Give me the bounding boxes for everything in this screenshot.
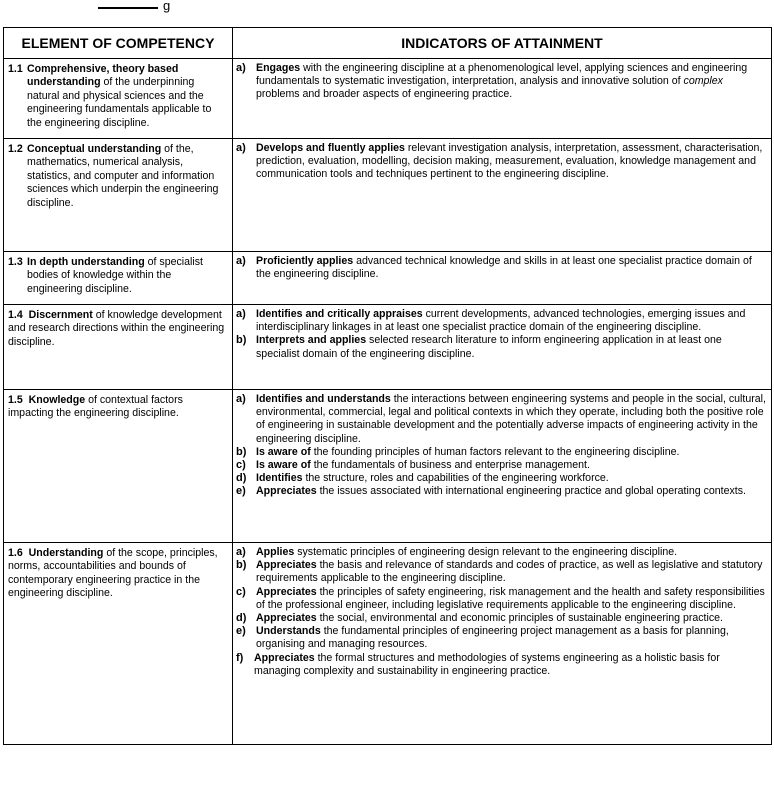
indicator-description: the formal structures and methodologies of systems engineering as a holistic basis for managing complexity and sustainability in engineering practice.: [254, 651, 720, 677]
indicator-item: [236, 559, 768, 585]
indicator-verb: Identifies and understands: [256, 393, 391, 405]
element-bold-term: Conceptual understanding: [27, 143, 162, 155]
indicator-description: the interactions between engineering systems and people in the social, cultural, environmental, commercial, legal and political contexts in which they operate, including both the positive role of engineering in sustainable development and the potentially adverse impacts of engineering activity in the engineering discipline.: [256, 393, 766, 445]
indicator-text: [254, 652, 768, 678]
indicator-description: the structure, roles and capabilities of the engineering workforce.: [302, 472, 609, 485]
element-description: of knowledge development and research directions within the engineering discipline.: [8, 309, 225, 348]
table-row: [4, 252, 772, 305]
indicator-verb: Identifies and critically appraises: [256, 308, 423, 320]
indicator-item: [236, 393, 768, 446]
indicator-verb: Appreciates: [256, 585, 317, 598]
indicator-verb: Identifies: [256, 472, 303, 485]
indicators-cell: [233, 59, 772, 139]
indicators-cell: [233, 139, 772, 252]
element-text: [8, 143, 228, 210]
element-description: of the, mathematics, numerical analysis, statistics, and computer and information sciences which underpin the engineering discipline.: [27, 143, 219, 209]
indicator-verb: Is aware of: [256, 445, 311, 458]
element-bold-term: Understanding: [28, 547, 104, 559]
indicators-cell: [233, 305, 772, 390]
indicator-text: [256, 625, 768, 651]
element-text: [8, 309, 228, 349]
indicator-verb: Appreciates: [256, 559, 317, 572]
element-text: [8, 547, 228, 601]
indicator-item: [236, 62, 768, 102]
element-bold-term: Knowledge: [28, 394, 86, 406]
element-number: 1.4: [8, 309, 23, 321]
indicator-letter: a): [236, 255, 246, 267]
indicator-item: [236, 446, 768, 459]
indicators-cell: [233, 252, 772, 305]
indicator-text: [256, 546, 768, 559]
indicator-text: [256, 485, 768, 498]
header-fragment-text: g: [163, 0, 171, 13]
indicator-letter: b): [236, 559, 247, 572]
indicator-description: the principles of safety engineering, risk management and the health and safety responsibilities of the professional engineer, including legislative requirements applicable to the engineering discipline.: [256, 585, 765, 611]
table-row: [4, 543, 772, 745]
indicator-item: [236, 625, 768, 651]
table-header-row: [4, 28, 772, 59]
page-top-fragment: [0, 0, 774, 20]
indicator-letter: a): [236, 62, 246, 74]
indicator-description: the issues associated with international engineering practice and global operating contexts.: [316, 485, 746, 498]
column-header-indicators: INDICATORS OF ATTAINMENT: [233, 28, 772, 59]
indicator-item: [236, 142, 768, 182]
indicator-item: [236, 255, 768, 281]
element-cell: [4, 139, 233, 252]
indicator-letter: a): [236, 308, 246, 320]
table-row: [4, 59, 772, 139]
indicators-cell: [233, 543, 772, 745]
indicator-text: [256, 62, 768, 102]
table-row: [4, 390, 772, 543]
indicator-letter: e): [236, 625, 246, 638]
indicator-verb: Appreciates: [256, 612, 317, 625]
indicator-description-end: problems and broader aspects of engineering practice.: [256, 88, 513, 101]
indicator-italic: complex: [683, 75, 723, 88]
indicator-verb: Understands: [256, 625, 321, 638]
table-row: [4, 139, 772, 252]
element-description: of contextual factors impacting the engineering discipline.: [8, 394, 183, 420]
indicator-description: relevant investigation analysis, interpretation, assessment, characterisation, prediction, evaluation, modelling, decision making, measurement, evaluation, knowledge management and communication tools and techniques pertinent to the engineering discipline.: [256, 142, 763, 181]
indicator-verb: Proficiently applies: [256, 255, 354, 267]
indicator-description: the social, environmental and economic principles of sustainable engineering practice.: [316, 612, 723, 625]
indicator-verb: Is aware of: [256, 459, 311, 472]
element-cell: [4, 390, 233, 543]
indicator-item: [236, 334, 768, 360]
indicator-letter: e): [236, 485, 246, 498]
element-cell: [4, 305, 233, 390]
indicator-item: [236, 485, 768, 498]
indicator-item: [236, 586, 768, 612]
underline-fragment: [98, 7, 158, 9]
element-text: [8, 63, 228, 130]
element-cell: [4, 252, 233, 305]
table-body: [4, 59, 772, 745]
table-row: [4, 305, 772, 390]
indicator-text: [256, 446, 768, 459]
indicator-description: with the engineering discipline at a phenomenological level, applying sciences and engineering fundamentals to systematic investigation, interpretation, analysis and innovative solution of: [256, 62, 748, 88]
indicator-letter: c): [236, 585, 246, 598]
competency-table: [3, 27, 772, 745]
indicator-verb: Engages: [256, 62, 301, 74]
element-bold-term: Comprehensive, theory based understanding: [27, 63, 179, 89]
indicator-letter: f): [236, 651, 244, 664]
indicator-text: [256, 308, 768, 334]
indicator-letter: a): [236, 142, 246, 154]
element-number: 1.3: [8, 256, 23, 268]
element-number: 1.1: [8, 63, 23, 75]
indicator-text: [256, 459, 768, 472]
indicator-text: [256, 586, 768, 612]
indicator-description: the fundamental principles of engineering project management as a basis for planning, organising and managing resources.: [256, 625, 729, 651]
indicator-text: [256, 142, 768, 182]
indicator-letter: b): [236, 334, 247, 347]
indicator-letter: d): [236, 472, 247, 485]
element-number: 1.5: [8, 394, 23, 406]
indicator-verb: Appreciates: [256, 485, 317, 498]
element-description: of the underpinning natural and physical sciences and the engineering fundamentals applicable to the engineering discipline.: [27, 76, 212, 129]
indicator-item: [236, 612, 768, 625]
element-bold-term: Discernment: [28, 309, 93, 321]
indicator-text: [256, 559, 768, 585]
element-cell: [4, 543, 233, 745]
element-description: of specialist bodies of knowledge within the engineering discipline.: [27, 256, 203, 295]
element-number: 1.6: [8, 547, 23, 559]
element-text: [8, 394, 228, 421]
indicator-description: the basis and relevance of standards and codes of practice, as well as legislative and statutory requirements applicable to the engineering discipline.: [256, 559, 763, 585]
indicator-letter: d): [236, 612, 247, 625]
indicator-text: [256, 334, 768, 360]
indicator-item: [236, 546, 768, 559]
indicators-cell: [233, 390, 772, 543]
indicator-verb: Develops and fluently applies: [256, 142, 405, 154]
element-number: 1.2: [8, 143, 23, 155]
indicator-item: [236, 459, 768, 472]
indicator-letter: c): [236, 459, 246, 472]
element-text: [8, 256, 228, 296]
indicator-verb: Appreciates: [254, 651, 315, 664]
indicator-description: selected research literature to inform engineering application in at least one specialist domain of the engineering discipline.: [256, 334, 722, 360]
indicator-item: [236, 652, 768, 678]
indicator-verb: Interprets and applies: [256, 334, 367, 347]
indicator-verb: Applies: [256, 546, 295, 558]
indicator-description: current developments, advanced technologies, emerging issues and interdisciplinary linkages in at least one specialist practice domain of the engineering discipline.: [256, 308, 746, 334]
indicator-letter: a): [236, 393, 246, 405]
indicator-item: [236, 472, 768, 485]
element-bold-term: In depth understanding: [27, 256, 145, 268]
indicator-text: [256, 612, 768, 625]
indicator-description: the founding principles of human factors relevant to the engineering discipline.: [310, 445, 680, 458]
indicator-description: systematic principles of engineering design relevant to the engineering discipline.: [294, 546, 678, 558]
indicator-letter: b): [236, 445, 247, 458]
column-header-element: ELEMENT OF COMPETENCY: [4, 28, 233, 59]
indicator-description: the fundamentals of business and enterprise management.: [310, 459, 590, 472]
element-cell: [4, 59, 233, 139]
element-description: of the scope, principles, norms, accountabilities and bounds of contemporary engineering practice in the engineering discipline.: [8, 547, 218, 600]
indicator-text: [256, 393, 768, 446]
indicator-description: advanced technical knowledge and skills in at least one specialist practice domain of the engineering discipline.: [256, 255, 752, 281]
indicator-text: [256, 255, 768, 281]
indicator-text: [256, 472, 768, 485]
indicator-letter: a): [236, 546, 246, 558]
indicator-item: [236, 308, 768, 334]
